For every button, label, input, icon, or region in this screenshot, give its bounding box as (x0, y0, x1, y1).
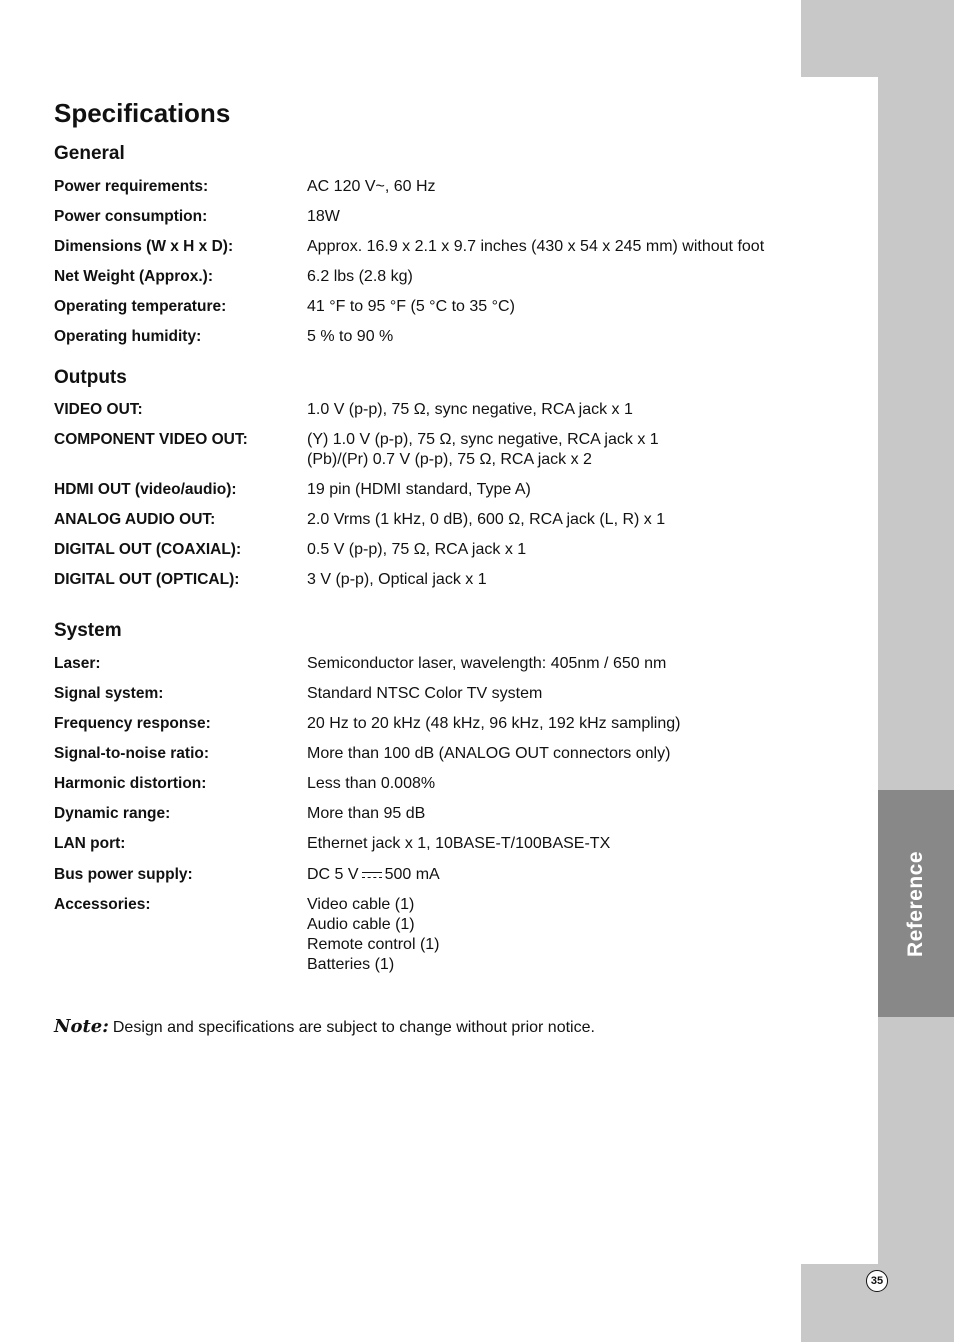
spec-value: 41 °F to 95 °F (5 °C to 35 °C) (307, 298, 515, 315)
spec-value-prefix: DC 5 V (307, 866, 359, 883)
spec-label: Bus power supply: (54, 866, 193, 883)
spec-value: 19 pin (HDMI standard, Type A) (307, 481, 531, 498)
spec-label: Power consumption: (54, 208, 208, 225)
accessory-item: Remote control (1) (307, 936, 440, 953)
spec-value: Approx. 16.9 x 2.1 x 9.7 inches (430 x 54 x 245 mm) without foot (307, 238, 765, 255)
spec-value: 6.2 lbs (2.8 kg) (307, 268, 413, 285)
spec-value: 18W (307, 208, 340, 225)
spec-value: 5 % to 90 % (307, 328, 394, 345)
accessory-item: Batteries (1) (307, 956, 395, 973)
spec-label: Accessories: (54, 896, 151, 913)
spec-label: Harmonic distortion: (54, 775, 207, 792)
spec-value: 3 V (p-p), Optical jack x 1 (307, 571, 487, 588)
spec-value: 20 Hz to 20 kHz (48 kHz, 96 kHz, 192 kHz sampling) (307, 715, 681, 732)
spec-value: AC 120 V~, 60 Hz (307, 178, 436, 195)
page-number: 35 (866, 1270, 888, 1292)
spec-value-line: (Y) 1.0 V (p-p), 75 Ω, sync negative, RCA jack x 1 (307, 431, 659, 448)
spec-label: Frequency response: (54, 715, 211, 732)
spec-value: Ethernet jack x 1, 10BASE-T/100BASE-TX (307, 835, 611, 852)
spec-label: Signal system: (54, 685, 164, 702)
spec-label: COMPONENT VIDEO OUT: (54, 431, 248, 448)
spec-label: Signal-to-noise ratio: (54, 745, 209, 762)
spec-value (307, 895, 440, 975)
note (54, 1016, 595, 1037)
spec-label: LAN port: (54, 835, 126, 852)
section-heading-general: General (54, 143, 125, 164)
spec-label: Operating temperature: (54, 298, 227, 315)
spec-label: Laser: (54, 655, 101, 672)
spec-label: Power requirements: (54, 178, 209, 195)
spec-label: Dynamic range: (54, 805, 171, 822)
section-heading-outputs: Outputs (54, 367, 127, 388)
spec-value: Less than 0.008% (307, 775, 436, 792)
spec-label: Dimensions (W x H x D): (54, 238, 234, 255)
spec-value-suffix: 500 mA (384, 866, 440, 883)
spec-value: More than 100 dB (ANALOG OUT connectors only) (307, 745, 671, 762)
spec-label: VIDEO OUT: (54, 401, 143, 418)
spec-value: 0.5 V (p-p), 75 Ω, RCA jack x 1 (307, 541, 527, 558)
spec-value: 2.0 Vrms (1 kHz, 0 dB), 600 Ω, RCA jack (L, R) x 1 (307, 511, 666, 528)
accessory-item: Audio cable (1) (307, 916, 415, 933)
spec-label: HDMI OUT (video/audio): (54, 481, 237, 498)
spec-label: ANALOG AUDIO OUT: (54, 511, 216, 528)
note-text: Design and specifications are subject to change without prior notice. (112, 1019, 595, 1036)
accessory-item: Video cable (1) (307, 896, 415, 913)
spec-value-line: (Pb)/(Pr) 0.7 V (p-p), 75 Ω, RCA jack x 2 (307, 451, 592, 468)
reference-tab-label: Reference (904, 850, 927, 957)
spec-value: More than 95 dB (307, 805, 426, 822)
spec-label: DIGITAL OUT (COAXIAL): (54, 541, 242, 558)
spec-label: Net Weight (Approx.): (54, 268, 214, 285)
side-bar (878, 0, 954, 1342)
section-heading-system: System (54, 620, 122, 641)
spec-value: Standard NTSC Color TV system (307, 685, 543, 702)
page-title: Specifications (54, 98, 231, 128)
spec-value (307, 430, 659, 470)
spec-label: Operating humidity: (54, 328, 202, 345)
spec-value: Semiconductor laser, wavelength: 405nm / 650 nm (307, 655, 667, 672)
note-label: Note: (54, 1016, 109, 1037)
dc-symbol-icon (362, 870, 382, 880)
spec-value (307, 865, 440, 885)
spec-value: 1.0 V (p-p), 75 Ω, sync negative, RCA jack x 1 (307, 401, 633, 418)
spec-label: DIGITAL OUT (OPTICAL): (54, 571, 240, 588)
